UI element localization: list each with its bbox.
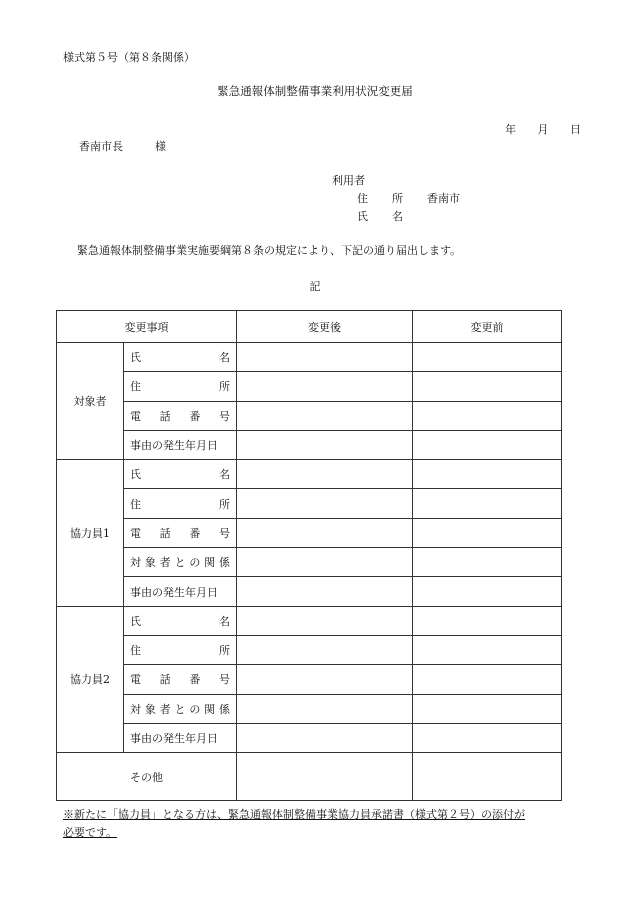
item-label-char: 名 [219,468,230,482]
item-label [124,343,237,372]
address-label-char-2: 所 [392,192,403,205]
table-row-other [57,753,562,801]
item-label-char: 名 [219,351,230,365]
table-row [57,606,562,635]
item-label-char: 係 [218,702,230,716]
item-label-text [130,378,230,394]
item-label [124,518,237,547]
addressee-name: 香南市長 [79,140,123,153]
before-value-cell[interactable] [413,723,562,752]
item-label [124,372,237,401]
applicant-address-row [357,190,460,206]
before-value-cell[interactable] [413,577,562,606]
item-label-char: 事由の発生年月日 [130,732,218,745]
item-label-text [130,671,230,687]
item-label-char: 対 [130,556,141,570]
after-value-cell[interactable] [237,489,413,518]
item-label [124,401,237,430]
item-label-text [130,496,230,512]
before-value-cell[interactable] [413,518,562,547]
table-row [57,401,562,430]
table-row [57,372,562,401]
after-value-cell[interactable] [237,606,413,635]
item-label-char: 所 [219,380,230,394]
before-value-cell[interactable] [413,548,562,577]
header-before: 変更前 [413,311,562,343]
group-label: 協力員2 [57,606,124,752]
name-label-char-1: 氏 [357,210,368,223]
item-label-char: 号 [218,526,230,540]
addressee [79,138,166,154]
item-label-char: 号 [218,409,230,423]
item-label-char: 番 [189,526,201,540]
before-value-cell[interactable] [413,372,562,401]
date-month: 月 [537,123,549,136]
item-label-char: 事由の発生年月日 [130,439,218,453]
item-label-char: 住 [130,380,141,394]
after-value-cell[interactable] [237,430,413,459]
item-label-text [130,349,230,365]
after-value-cell[interactable] [237,635,413,664]
after-value-cell[interactable] [237,401,413,430]
header-after: 変更後 [237,311,413,343]
item-label-char: 者 [159,556,171,570]
after-value-cell[interactable] [237,518,413,547]
address-label-char-1: 住 [357,192,368,205]
applicant-label: 利用者 [332,174,365,187]
item-label [124,577,237,606]
before-value-cell[interactable] [413,343,562,372]
after-value-cell[interactable] [237,753,413,801]
date-day: 日 [570,123,581,136]
item-label-char: 象 [144,702,156,716]
header-item: 変更事項 [57,311,237,343]
item-label-char: 対 [130,702,141,716]
item-label-char: 住 [130,644,141,658]
before-value-cell[interactable] [413,489,562,518]
item-label [124,548,237,577]
table-header-row [57,311,562,343]
table-row [57,343,562,372]
date-line [505,121,581,137]
item-label [124,606,237,635]
before-value-cell[interactable] [413,606,562,635]
table-row [57,518,562,547]
table-row [57,489,562,518]
item-label-text [130,554,230,570]
before-value-cell[interactable] [413,753,562,801]
item-label-char: 号 [218,673,230,687]
item-label-char: 所 [219,644,230,658]
before-value-cell[interactable] [413,635,562,664]
body-text: 緊急通報体制整備事業実施要綱第８条の規定により、下記の通り届出します。 [77,244,462,257]
table-row [57,665,562,694]
item-label-char: 電 [130,526,141,540]
item-label-text [130,701,230,717]
item-label-text [130,525,230,541]
item-label [124,635,237,664]
after-value-cell[interactable] [237,343,413,372]
item-label [124,723,237,752]
item-label-text [130,584,230,600]
item-label-char: 名 [219,614,230,628]
item-label-char: と [174,556,186,570]
item-label-char: 氏 [130,351,141,365]
item-label-char: 話 [159,409,171,423]
form-number: 様式第５号（第８条関係） [63,51,195,64]
change-table-body [57,311,562,801]
other-label: その他 [57,753,237,801]
item-label [124,430,237,459]
after-value-cell[interactable] [237,694,413,723]
before-value-cell[interactable] [413,694,562,723]
item-label-char: 話 [159,526,171,540]
applicant-name-row [357,208,403,224]
ki-heading: 記 [309,280,321,293]
item-label-text [130,408,230,424]
change-table [56,310,562,801]
item-label [124,694,237,723]
item-label-char: 電 [130,673,141,687]
address-value: 香南市 [427,192,460,205]
footnote [63,806,583,842]
item-label-text [130,437,230,453]
item-label-text [130,466,230,482]
table-row [57,694,562,723]
item-label-char: の [189,556,201,570]
date-year: 年 [505,123,516,136]
item-label-char: 話 [159,673,171,687]
item-label-char: 氏 [130,468,141,482]
item-label [124,665,237,694]
item-label-text [130,730,230,746]
item-label-char: の [189,702,201,716]
before-value-cell[interactable] [413,665,562,694]
after-value-cell[interactable] [237,577,413,606]
item-label-char: 氏 [130,614,141,628]
item-label-char: 象 [144,556,156,570]
table-row [57,430,562,459]
before-value-cell[interactable] [413,460,562,489]
table-row [57,635,562,664]
table-row [57,460,562,489]
item-label-text [130,613,230,629]
footnote-line-2: 必要です。 [63,826,118,839]
before-value-cell[interactable] [413,401,562,430]
item-label-char: 係 [218,556,230,570]
item-label-char: 事由の発生年月日 [130,585,218,599]
item-label [124,460,237,489]
addressee-honorific: 様 [155,140,166,153]
item-label-text [130,642,230,658]
after-value-cell[interactable] [237,548,413,577]
table-row [57,548,562,577]
item-label [124,489,237,518]
table-row [57,723,562,752]
item-label-char: 関 [204,556,216,570]
item-label-char: 番 [189,409,201,423]
item-label-char: 所 [219,497,230,511]
document-title: 緊急通報体制整備事業利用状況変更届 [217,84,413,98]
item-label-char: 電 [130,409,141,423]
item-label-char: 番 [189,673,201,687]
item-label-char: 関 [204,702,216,716]
item-label-char: 住 [130,497,141,511]
after-value-cell[interactable] [237,723,413,752]
table-row [57,577,562,606]
footnote-line-1: ※新たに「協力員」となる方は、緊急通報体制整備事業協力員承諾書（様式第２号）の添付が [63,808,525,821]
group-label: 対象者 [57,343,124,460]
group-label: 協力員1 [57,460,124,606]
item-label-char: と [174,702,186,716]
after-value-cell[interactable] [237,665,413,694]
name-label-char-2: 名 [392,210,403,223]
after-value-cell[interactable] [237,460,413,489]
item-label-char: 者 [159,702,171,716]
before-value-cell[interactable] [413,430,562,459]
after-value-cell[interactable] [237,372,413,401]
